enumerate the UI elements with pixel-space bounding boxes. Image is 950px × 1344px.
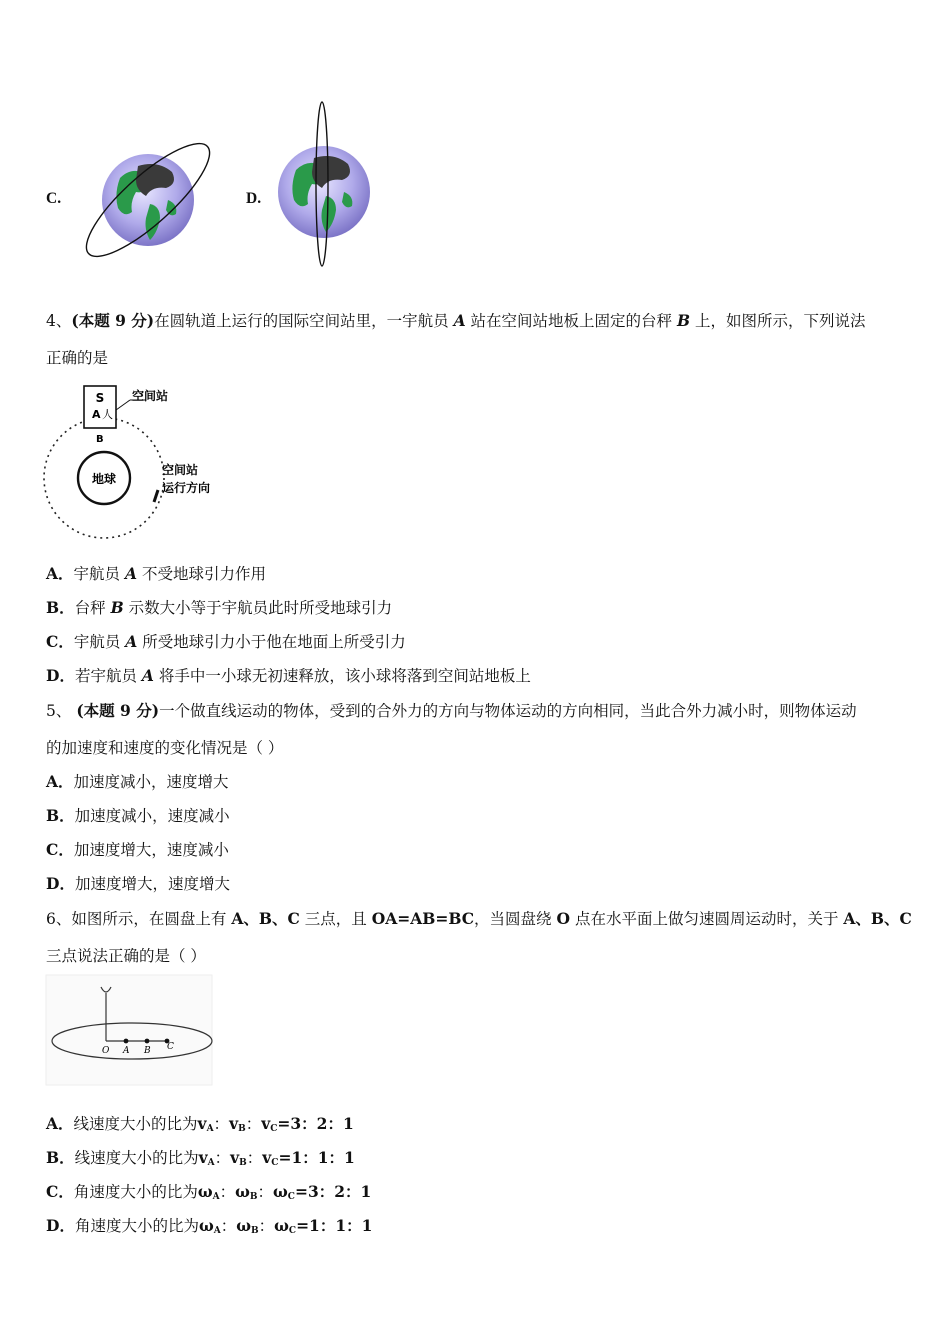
- symbol: v: [197, 1114, 207, 1133]
- separator: ：: [245, 1115, 262, 1133]
- subscript: B: [239, 1158, 247, 1168]
- subscript: C: [270, 1124, 278, 1134]
- subscript: A: [213, 1226, 221, 1236]
- globe-polar-orbit-figure: [272, 100, 377, 270]
- earth-label: 地球: [91, 472, 117, 486]
- separator: ：: [213, 1115, 230, 1133]
- question-4-stem: [46, 311, 866, 331]
- globe-inclined-orbit-figure: [80, 130, 225, 270]
- label-a: A: [123, 1046, 130, 1056]
- option-label: B．: [46, 806, 75, 825]
- point-a: [124, 1039, 129, 1044]
- option-d-label: D.: [246, 190, 262, 207]
- option-text: 将手中一小球无初速释放，该小球将落到空间站地板上: [158, 667, 531, 685]
- option-label: C．: [46, 1182, 74, 1201]
- astronaut-legs-icon: 人: [102, 408, 113, 421]
- ratio: =1：1：1: [278, 1148, 355, 1167]
- question-6-point-o: O: [556, 909, 571, 928]
- question-5-stem: [46, 701, 857, 721]
- option-text: 加速度增大，速度减小: [73, 841, 229, 859]
- question-4-number: 4、: [46, 312, 72, 330]
- question-4-points: (本题 9 分): [71, 311, 155, 330]
- option-label: A．: [46, 1114, 74, 1133]
- option-text: 若宇航员: [74, 667, 137, 685]
- subscript: B: [251, 1226, 259, 1236]
- q6-option-c: [46, 1182, 371, 1207]
- question-4-text: 站在空间站地板上固定的台秤: [470, 312, 673, 330]
- q6-option-a: [46, 1114, 354, 1139]
- symbol: ω: [236, 1216, 251, 1235]
- question-6-text: 点在水平面上做匀速圆周运动时，关于: [574, 910, 839, 928]
- symbol: v: [198, 1148, 208, 1167]
- subscript: C: [271, 1158, 279, 1168]
- var-a: A: [141, 666, 154, 685]
- option-label: C．: [46, 632, 74, 651]
- question-5-points: (本题 9 分): [76, 701, 160, 720]
- q4-option-b: [46, 598, 392, 618]
- separator: ：: [214, 1149, 231, 1167]
- q4-option-c: [46, 632, 406, 652]
- q4-option-d: [46, 666, 531, 686]
- ratio: =3：2：1: [277, 1114, 354, 1133]
- station-label: 空间站: [132, 389, 169, 403]
- rotating-disc-figure: [46, 975, 212, 1085]
- question-6-text: ，当圆盘绕: [474, 910, 552, 928]
- option-label: D．: [46, 666, 75, 685]
- space-station-figure: [46, 382, 236, 542]
- symbol: v: [229, 1114, 239, 1133]
- separator: ：: [258, 1217, 275, 1235]
- var-b: B: [110, 598, 124, 617]
- var-b: B: [677, 311, 691, 330]
- symbol: ω: [235, 1182, 250, 1201]
- question-4-text: 上，如图所示，下列说法: [695, 312, 866, 330]
- option-label: B．: [46, 598, 75, 617]
- point-b: [145, 1039, 150, 1044]
- option-label: A．: [46, 564, 74, 583]
- separator: ：: [220, 1217, 237, 1235]
- option-text: 角速度大小的比为: [74, 1217, 199, 1235]
- question-6-stem: [46, 909, 912, 929]
- option-text: 所受地球引力小于他在地面上所受引力: [142, 633, 406, 651]
- var-a: A: [125, 632, 138, 651]
- symbol: v: [261, 1114, 271, 1133]
- subscript: A: [206, 1124, 214, 1134]
- subscript: C: [288, 1226, 297, 1236]
- symbol: v: [262, 1148, 272, 1167]
- subscript: C: [287, 1192, 295, 1202]
- label-b: B: [144, 1046, 151, 1056]
- question-6-equation: OA=AB=BC: [371, 909, 475, 928]
- question-4-text: 在圆轨道上运行的国际空间站里，一宇航员: [154, 312, 449, 330]
- direction-arrow-icon: [154, 490, 158, 502]
- subscript: B: [238, 1124, 246, 1134]
- question-6-stem-line2: 三点说法正确的是（ ）: [46, 947, 206, 965]
- option-text: 台秤: [74, 599, 106, 617]
- q5-option-a: [46, 772, 229, 792]
- option-text: 加速度减小，速度增大: [73, 773, 229, 791]
- question-6-text: 三点，且: [304, 910, 367, 928]
- option-text: 宇航员: [73, 565, 121, 583]
- symbol: v: [230, 1148, 240, 1167]
- var-a: A: [124, 564, 138, 583]
- separator: ：: [246, 1149, 263, 1167]
- question-4-stem-line2: 正确的是: [46, 349, 109, 367]
- separator: ：: [257, 1183, 274, 1201]
- question-6-text: 如图所示，在圆盘上有: [71, 910, 227, 928]
- q6-option-b: [46, 1148, 355, 1173]
- option-text: 线速度大小的比为: [74, 1149, 199, 1167]
- symbol: ω: [274, 1216, 289, 1235]
- option-text: 示数大小等于宇航员此时所受地球引力: [128, 599, 393, 617]
- ratio: =1：1：1: [296, 1216, 373, 1235]
- option-label: D．: [46, 874, 75, 893]
- var-a: A: [453, 311, 466, 330]
- option-label: D．: [46, 1216, 75, 1235]
- q5-option-b: [46, 806, 230, 826]
- option-text: 线速度大小的比为: [73, 1115, 198, 1133]
- option-text: 加速度增大，速度增大: [74, 875, 230, 893]
- symbol: ω: [198, 1216, 214, 1235]
- option-text: 角速度大小的比为: [73, 1183, 198, 1201]
- question-5-stem-line2: 的加速度和速度的变化情况是（ ）: [46, 739, 284, 757]
- symbol: ω: [197, 1182, 213, 1201]
- symbol: ω: [273, 1182, 288, 1201]
- q4-option-a: [46, 564, 266, 584]
- separator: ：: [219, 1183, 236, 1201]
- motion-label-line1: 空间站: [162, 463, 199, 477]
- option-label: B．: [46, 1148, 75, 1167]
- subscript: A: [207, 1158, 215, 1168]
- question-6-number: 6、: [46, 910, 72, 928]
- astronaut-head-icon: S: [95, 391, 105, 405]
- option-c-label: C.: [46, 190, 62, 207]
- subscript: A: [212, 1192, 220, 1202]
- scale-label: B: [96, 434, 104, 445]
- q6-option-d: [46, 1216, 372, 1241]
- option-label: A．: [46, 772, 74, 791]
- question-6-points-abc: A、B、C: [843, 909, 912, 928]
- astronaut-label: A: [92, 408, 101, 421]
- question-6-points-abc: A、B、C: [231, 909, 300, 928]
- q5-option-d: [46, 874, 230, 894]
- figure-frame: [46, 975, 212, 1085]
- option-text: 加速度减小，速度减小: [74, 807, 230, 825]
- station-pointer: [116, 400, 130, 410]
- question-5-text: 一个做直线运动的物体，受到的合外力的方向与物体运动的方向相同，当此合外力减小时，则物体运动: [159, 702, 857, 720]
- subscript: B: [249, 1192, 258, 1202]
- label-c: C: [167, 1042, 174, 1052]
- question-5-number: 5、: [46, 702, 72, 720]
- option-label: C．: [46, 840, 74, 859]
- option-text: 不受地球引力作用: [141, 565, 266, 583]
- q5-option-c: [46, 840, 229, 860]
- option-text: 宇航员: [73, 633, 121, 651]
- ratio: =3：2：1: [294, 1182, 372, 1201]
- motion-label-line2: 运行方向: [162, 481, 211, 495]
- label-o: O: [102, 1046, 110, 1056]
